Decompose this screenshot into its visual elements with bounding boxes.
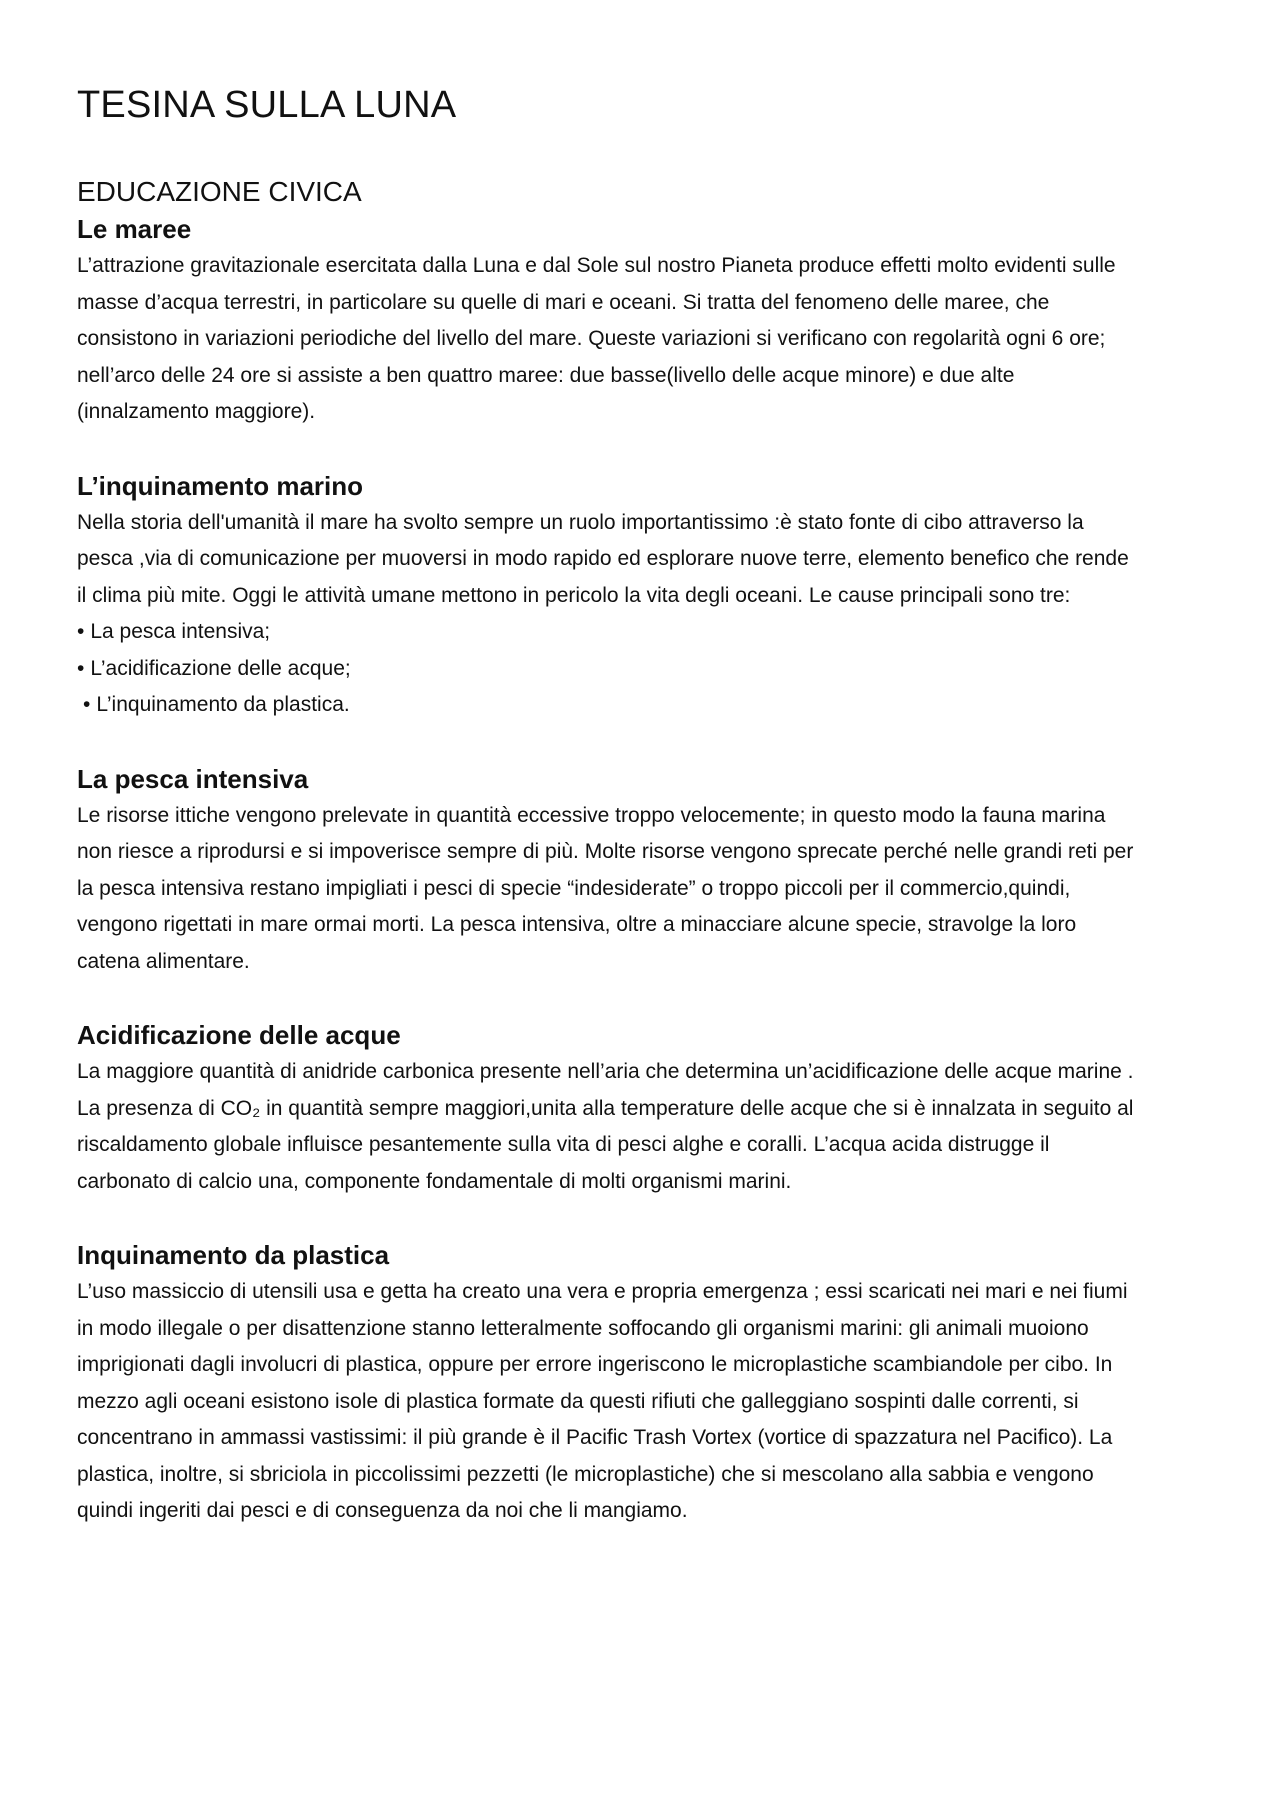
list-item-text: L’acidificazione delle acque; [90,656,351,680]
section-text-inquinamento: Nella storia dell'umanità il mare ha svolto sempre un ruolo importantissimo :è stato fonte di cibo attraverso la pesca ,via di comunicazione per muoversi in modo rapido ed esplorare nuove terre, elemento benefico che rende il clima più mite. Oggi le attività umane mettono in pericolo la vita degli oceani. Le cause principali sono tre: [77,510,1129,607]
list-item-text: La pesca intensiva; [90,620,271,643]
bullet-icon: • [83,693,91,716]
document-page [77,80,1137,1530]
section-text-maree: L’attrazione gravitazionale esercitata dalla Luna e dal Sole sul nostro Pianeta produce effetti molto evidenti sulle masse d’acqua terrestri, in particolare su quelle di mari e oceani. Si tratta del fenomeno delle maree, che consistono in variazioni periodiche del livello del mare. Queste variazioni si verificano con regolarità ogni 6 ore; nell’arco delle 24 ore si assiste a ben quattro maree: due basse(livello delle acque minore) e due alte (innalzamento maggiore). [77,254,1116,423]
section-text-pesca: Le risorse ittiche vengono prelevate in quantità eccessive troppo velocemente; in questo modo la fauna marina non riesce a riprodursi e si impoverisce sempre di più. Molte risorse vengono sprecate perché nelle grandi reti per la pesca intensiva restano impigliati i pesci di specie “indesiderate” o troppo piccoli per il commercio,quindi, vengono rigettati in mare ormai morti. La pesca intensiva, oltre a minacciare alcune specie, stravolge la loro catena alimentare. [77,803,1134,973]
section-text-acidificazione: La maggiore quantità di anidride carbonica presente nell’aria che determina un’acidificazione delle acque marine . La presenza di CO₂ in quantità sempre maggiori,unita alla temperature delle acque che si è innalzata in seguito al riscaldamento globale influisce pesantemente sulla vita di pesci alghe e coralli. L’acqua acida distrugge il carbonato di calcio una, componente fondamentale di molti organismi marini. [77,1060,1134,1193]
causes-list [77,614,1137,724]
list-item [77,614,1137,651]
section-heading-plastica: Inquinamento da plastica [77,1240,390,1270]
section-text-plastica: L’uso massiccio di utensili usa e getta ha creato una vera e propria emergenza ; essi scaricati nei mari e nei fiumi in modo illegale o per disattenzione stanno letteralmente soffocando gli organismi marini: gli animali muoiono imprigionati dagli involucri di plastica, oppure per errore ingeriscono le microplastiche scambiandole per cibo. In mezzo agli oceani esistono isole di plastica formate da questi rifiuti che galleggiano sospinti dalle correnti, si concentrano in ammassi vastissimi: il più grande è il Pacific Trash Vortex (vortice di spazzatura nel Pacifico). La plastica, inoltre, si sbriciola in piccolissimi pezzetti (le microplastiche) che si mescolano alla sabbia e vengono quindi ingeriti dai pesci e di conseguenza da noi che li mangiamo. [77,1280,1128,1522]
section-pesca [77,760,1137,981]
section-heading-inquinamento: L’inquinamento marino [77,470,364,501]
bullet-icon: • [77,656,85,680]
list-item [77,687,1137,724]
section-heading-acidificazione: Acidificazione delle acque [77,1020,401,1050]
section-inquinamento [77,467,1137,724]
bullet-icon: • [77,620,85,643]
subject-heading: EDUCAZIONE CIVICA [77,176,362,207]
section-heading-maree: Le maree [77,214,192,244]
section-plastica [77,1236,1137,1530]
list-item-text: L’inquinamento da plastica. [96,693,350,716]
section-maree [77,210,1137,431]
document-title: TESINA SULLA LUNA [77,84,457,126]
list-item [77,651,1137,688]
section-acidificazione [77,1016,1137,1200]
section-heading-pesca: La pesca intensiva [77,763,309,794]
